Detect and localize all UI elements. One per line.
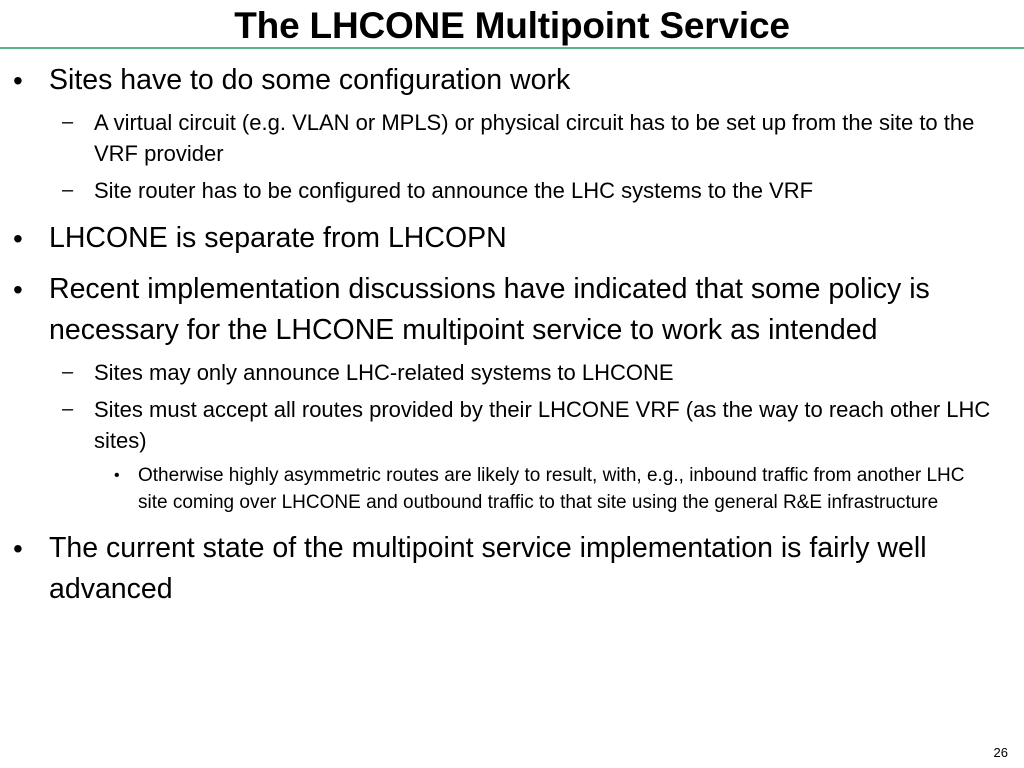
sub-sub-bullet-text: Otherwise highly asymmetric routes are likely to result, with, e.g., inbound traffic from another LHC site coming over LHCONE and outbound traffic to that site using the general R&E infrastructure bbox=[138, 465, 965, 513]
bullet-item bbox=[0, 60, 1024, 101]
dash-icon: – bbox=[62, 179, 74, 201]
dash-icon: – bbox=[62, 398, 74, 420]
bullet-text: The current state of the multipoint service implementation is fairly well advanced bbox=[49, 532, 927, 605]
dash-icon: – bbox=[62, 111, 74, 133]
bullet-icon: • bbox=[13, 223, 23, 254]
sub-bullet-text: A virtual circuit (e.g. VLAN or MPLS) or physical circuit has to be set up from the site to the VRF provider bbox=[94, 110, 975, 166]
sub-bullet-text: Sites may only announce LHC-related systems to LHCONE bbox=[94, 360, 674, 385]
page-number: 26 bbox=[993, 745, 1008, 760]
bullet-icon: • bbox=[13, 65, 23, 96]
sub-bullet-item bbox=[0, 107, 1024, 169]
sub-bullet-text: Site router has to be configured to announce the LHC systems to the VRF bbox=[94, 178, 814, 203]
bullet-icon: • bbox=[114, 467, 120, 484]
bullet-text: LHCONE is separate from LHCOPN bbox=[49, 222, 507, 254]
bullet-text: Sites have to do some configuration work bbox=[49, 64, 571, 96]
sub-bullet-text: Sites must accept all routes provided by their LHCONE VRF (as the way to reach other LHC sites) bbox=[94, 397, 991, 453]
bullet-text: Recent implementation discussions have indicated that some policy is necessary for the LHCONE multipoint service to work as intended bbox=[49, 273, 930, 346]
bullet-item bbox=[0, 269, 1024, 351]
bullet-icon: • bbox=[13, 274, 23, 305]
slide-title: The LHCONE Multipoint Service bbox=[234, 5, 790, 46]
sub-sub-bullet-item bbox=[0, 462, 1024, 516]
dash-icon: – bbox=[62, 361, 74, 383]
sub-bullet-item bbox=[0, 394, 1024, 456]
bullet-icon: • bbox=[13, 533, 23, 564]
bullet-item bbox=[0, 528, 1024, 610]
sub-bullet-item bbox=[0, 357, 1024, 388]
sub-bullet-item bbox=[0, 175, 1024, 206]
bullet-item bbox=[0, 218, 1024, 259]
title-underline bbox=[0, 47, 1024, 49]
slide-content bbox=[0, 60, 1024, 610]
